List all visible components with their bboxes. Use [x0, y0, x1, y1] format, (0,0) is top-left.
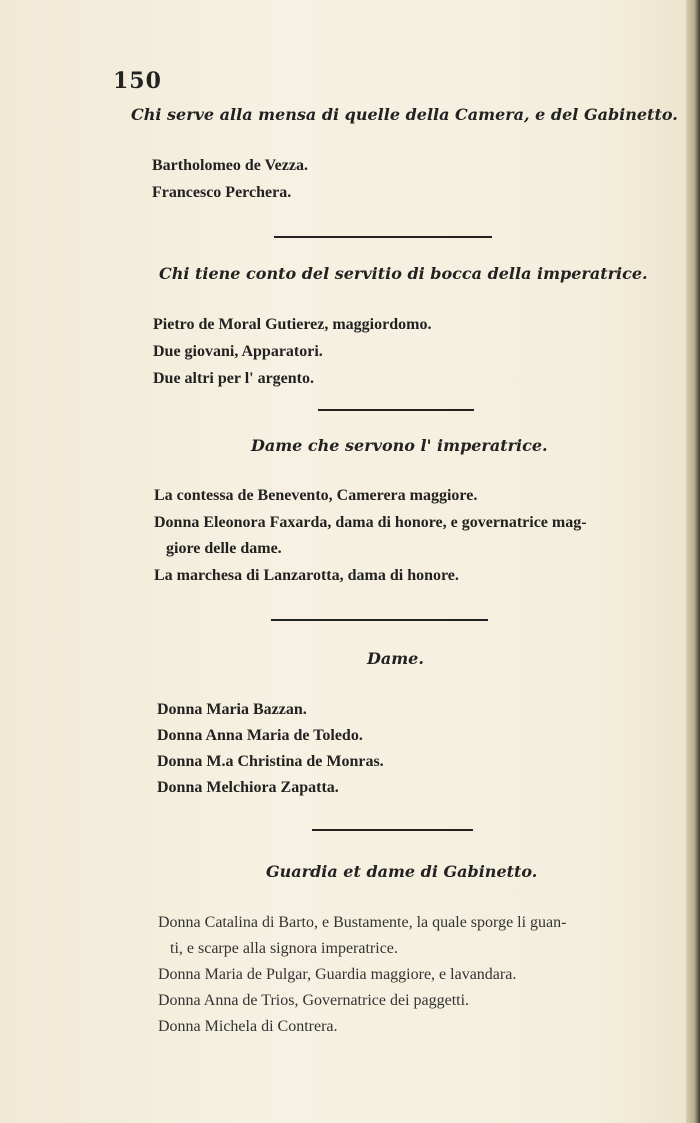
list-item: Donna M.a Christina de Monras.: [157, 753, 384, 770]
list-item: Due giovani, Apparatori.: [153, 343, 323, 360]
list-item: giore delle dame.: [166, 540, 282, 557]
section-divider: [312, 829, 473, 831]
section-divider: [271, 619, 488, 621]
list-item: Donna Michela di Contrera.: [158, 1018, 338, 1035]
list-item: Due altri per l' argento.: [153, 370, 315, 387]
page-number: 150: [113, 68, 162, 94]
list-item: Donna Eleonora Faxarda, dama di honore, e governatrice mag-: [154, 514, 587, 531]
list-item: Donna Maria Bazzan.: [157, 701, 307, 718]
section-divider: [274, 236, 492, 238]
section-divider: [318, 409, 474, 411]
list-item: Bartholomeo de Vezza.: [152, 157, 308, 174]
list-item: Donna Anna Maria de Toledo.: [157, 727, 363, 744]
list-item: Donna Melchiora Zapatta.: [157, 779, 339, 796]
list-item: La contessa de Benevento, Camerera maggiore.: [154, 487, 478, 504]
section-heading: Dame che servono l' imperatrice.: [251, 436, 548, 455]
section-heading: Chi serve alla mensa di quelle della Camera, e del Gabinetto.: [131, 105, 678, 124]
section-heading: Dame.: [367, 649, 424, 668]
list-item: Donna Catalina di Barto, e Bustamente, la quale sporge li guan-: [158, 914, 567, 931]
list-item: Donna Maria de Pulgar, Guardia maggiore, e lavandara.: [158, 966, 517, 983]
section-heading: Chi tiene conto del servitio di bocca della imperatrice.: [159, 264, 648, 283]
section-heading: Guardia et dame di Gabinetto.: [266, 862, 538, 881]
list-item: ti, e scarpe alla signora imperatrice.: [170, 940, 398, 957]
page-edge: [686, 0, 700, 1123]
list-item: Francesco Perchera.: [152, 184, 292, 201]
list-item: La marchesa di Lanzarotta, dama di honore.: [154, 567, 459, 584]
list-item: Pietro de Moral Gutierez, maggiordomo.: [153, 316, 432, 333]
list-item: Donna Anna de Trios, Governatrice dei paggetti.: [158, 992, 470, 1009]
